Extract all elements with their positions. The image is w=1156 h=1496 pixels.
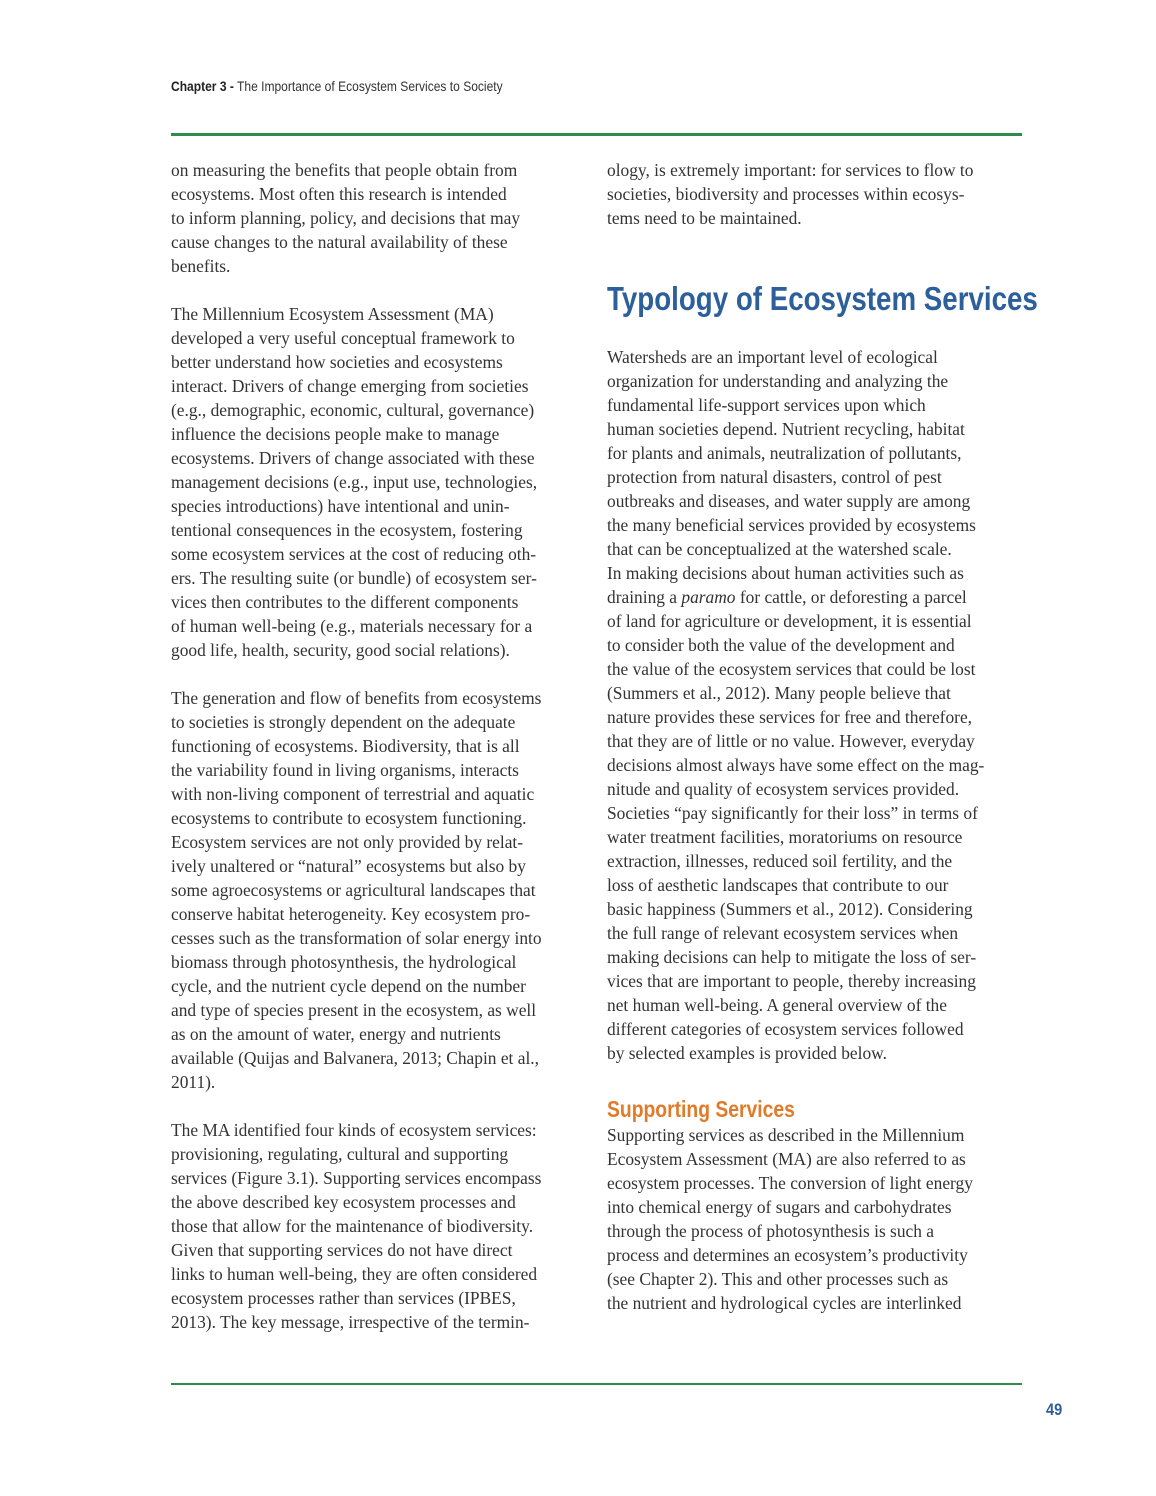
chapter-label: Chapter 3 - — [171, 78, 234, 94]
paragraph-supporting-services: Supporting services as described in the Millennium Ecosystem Assessment (MA) are also referred to as ecosystem processes. The conversion of light energy into chemical energy of sugars and carbohydrates through the process of photosynthesis is such a process and determines an ecosystem’s productivity (see Chapter 2). This and other processes such as the nutrient and hydrological cycles are interlinked — [607, 1125, 973, 1313]
left-column — [171, 158, 586, 1334]
paragraph-continued: on measuring the benefits that people obtain from ecosystems. Most often this research is intended to inform planning, policy, and decisions that may cause changes to the natural availability of these benefits. — [171, 160, 521, 276]
text-run: Watersheds are an important level of ecological organization for understanding and analyzing the fundamental life-support services upon which human societies depend. Nutrient recycling, habitat for plants and animals, neutralization of pollutants, protection from natural disasters, control of pest outbreaks and diseases, and water supply are among the many beneficial services provided by ecosystems that can be conceptualized at the watershed scale. In making decisions about human activities such as draining a — [607, 347, 976, 607]
paragraph-four-kinds: The MA identified four kinds of ecosystem services: provisioning, regulating, cultural and supporting services (Figure 3.1). Supporting services encompass the above described key ecosystem processes and those that allow for the maintenance of biodiversity. Given that supporting services do not have direct links to human well-being, they are often considered ecosystem processes rather than services (IPBES, 2013). The key message, irrespective of the termin- — [171, 1120, 542, 1332]
right-column — [607, 158, 1038, 1315]
paragraph-ma-framework: The Millennium Ecosystem Assessment (MA) developed a very useful conceptual framework to better understand how societies and ecosystems interact. Drivers of change emerging from societies (e.g., demographic, economic, cultural, governance) influence the decisions people make to manage ecosystems. Drivers of change associated with these management decisions (e.g., input use, technologies, species introductions) have intentional and unin- tentional consequences in the ecosystem, fostering some ecosystem services at the cost of reducing oth- ers. The resulting suite (or bundle) of ecosystem ser- vices then contributes to the different components of human well-being (e.g., materials necessary for a good life, health, security, good social relations). — [171, 304, 538, 660]
paragraph-watersheds — [607, 345, 1022, 1065]
chapter-title: The Importance of Ecosystem Services to Society — [233, 78, 503, 94]
paragraph-terminology: ology, is extremely important: for services to flow to societies, biodiversity and processes within ecosys- tems need to be maintained. — [607, 160, 974, 228]
text-run: for cattle, or deforesting a parcel of land for agriculture or development, it is essential to consider both the value of the development and the value of the ecosystem services that could be lost (Summers et al., 2012). Many people believe that nature provides these services for free and therefore, that they are of little or no value. However, everyday decisions almost always have some effect on the mag- nitude and quality of ecosystem services provided. Societies “pay significantly for their loss” in terms of water treatment facilities, moratoriums on resource extraction, illnesses, reduced soil fertility, and the loss of aesthetic landscapes that contribute to our basic happiness (Summers et al., 2012). Considering the full range of relevant ecosystem services when making decisions can help to mitigate the loss of ser- vices that are important to people, thereby increasing net human well-being. A general overview of the different categories of ecosystem services followed by selected examples is provided below. — [607, 587, 985, 1063]
running-header — [171, 78, 503, 94]
header-rule — [171, 133, 1022, 136]
section-heading: Typology of Ecosystem Services — [607, 280, 1038, 317]
page-number: 49 — [1046, 1400, 1063, 1419]
paragraph-benefits-flow: The generation and flow of benefits from ecosystems to societies is strongly dependent on the adequate functioning of ecosystems. Biodiversity, that is all the variability found in living organisms, interacts with non-living component of terrestrial and aquatic ecosystems to contribute to ecosystem functioning. Ecosystem services are not only provided by relat- ively unaltered or “natural” ecosystems but also by some agroecosystems or agricultural landscapes that conserve habitat heterogeneity. Key ecosystem pro- cesses such as the transformation of solar energy into biomass through photosynthesis, the hydrological cycle, and the nutrient cycle depend on the number and type of species present in the ecosystem, as well as on the amount of water, energy and nutrients available (Quijas and Balvanera, 2013; Chapin et al., 2011). — [171, 688, 542, 1092]
footer-rule — [171, 1383, 1022, 1385]
italic-term: paramo — [681, 587, 736, 607]
subsection-heading: Supporting Services — [607, 1096, 795, 1122]
